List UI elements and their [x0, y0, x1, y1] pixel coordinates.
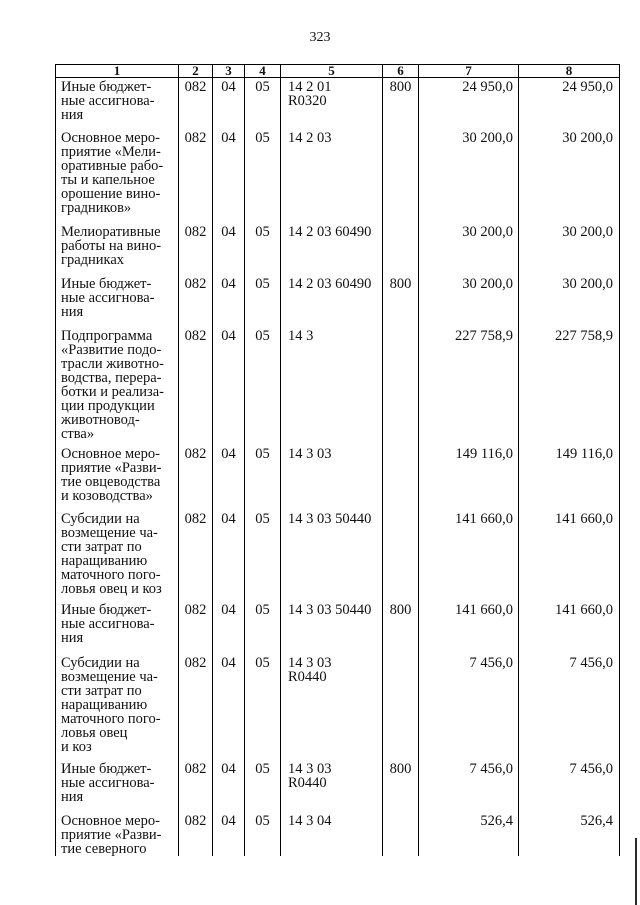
cell-col-7: 141 660,0 — [419, 510, 519, 601]
cell-col-2: 082 — [179, 760, 213, 812]
cell-col-2: 082 — [179, 601, 213, 654]
cell-col-6: 800 — [383, 275, 419, 327]
row-label: Субсидии на возмещение ча- сти затрат по наращиванию маточного пого- ловья овец и коз — [56, 654, 179, 760]
cell-col-4: 05 — [245, 129, 281, 223]
cell-col-7: 526,4 — [419, 812, 519, 856]
cell-col-7: 30 200,0 — [419, 129, 519, 223]
cell-col-3: 04 — [213, 445, 245, 510]
cell-col-4: 05 — [245, 654, 281, 760]
column-header-5: 5 — [281, 65, 383, 78]
table-body — [56, 78, 620, 856]
cell-col-4: 05 — [245, 601, 281, 654]
table-row — [56, 78, 620, 129]
cell-col-8: 141 660,0 — [519, 510, 620, 601]
column-header-4: 4 — [245, 65, 281, 78]
row-label: Основное меро- приятие «Мели- оративные рабо- ты и капельное орошение вино- градников» — [56, 129, 179, 223]
row-label: Субсидии на возмещение ча- сти затрат по наращиванию маточного пого- ловья овец и коз — [56, 510, 179, 601]
cell-col-2: 082 — [179, 78, 213, 129]
cell-col-4: 05 — [245, 275, 281, 327]
budget-table — [55, 64, 620, 856]
cell-col-5: 14 3 — [281, 327, 383, 445]
cell-col-4: 05 — [245, 510, 281, 601]
cell-col-3: 04 — [213, 601, 245, 654]
cell-col-3: 04 — [213, 812, 245, 856]
page-number: 323 — [309, 30, 331, 45]
cell-col-3: 04 — [213, 327, 245, 445]
cell-col-7: 7 456,0 — [419, 654, 519, 760]
cell-col-2: 082 — [179, 275, 213, 327]
cell-col-2: 082 — [179, 445, 213, 510]
row-label: Иные бюджет- ные ассигнова- ния — [56, 760, 179, 812]
cell-col-5: 14 3 04 — [281, 812, 383, 856]
cell-col-7: 227 758,9 — [419, 327, 519, 445]
cell-col-5: 14 2 03 60490 — [281, 223, 383, 275]
scan-edge-artifact — [635, 838, 637, 905]
row-label: Иные бюджет- ные ассигнова- ния — [56, 601, 179, 654]
table-row — [56, 510, 620, 601]
cell-col-7: 30 200,0 — [419, 223, 519, 275]
cell-col-8: 30 200,0 — [519, 129, 620, 223]
cell-col-2: 082 — [179, 654, 213, 760]
table-row — [56, 760, 620, 812]
row-label: Иные бюджет- ные ассигнова- ния — [56, 275, 179, 327]
table-row — [56, 654, 620, 760]
table-header — [56, 65, 620, 78]
cell-col-4: 05 — [245, 327, 281, 445]
cell-col-5: 14 3 03 R0440 — [281, 654, 383, 760]
cell-col-3: 04 — [213, 654, 245, 760]
table-row — [56, 129, 620, 223]
cell-col-5: 14 3 03 — [281, 445, 383, 510]
cell-col-7: 149 116,0 — [419, 445, 519, 510]
cell-col-4: 05 — [245, 760, 281, 812]
cell-col-2: 082 — [179, 223, 213, 275]
cell-col-2: 082 — [179, 812, 213, 856]
cell-col-8: 149 116,0 — [519, 445, 620, 510]
column-header-7: 7 — [419, 65, 519, 78]
cell-col-5: 14 2 01 R0320 — [281, 78, 383, 129]
column-header-3: 3 — [213, 65, 245, 78]
cell-col-5: 14 3 03 R0440 — [281, 760, 383, 812]
cell-col-3: 04 — [213, 275, 245, 327]
cell-col-8: 7 456,0 — [519, 654, 620, 760]
cell-col-8: 30 200,0 — [519, 275, 620, 327]
cell-col-6 — [383, 223, 419, 275]
table-row — [56, 275, 620, 327]
table-row — [56, 445, 620, 510]
row-label: Основное меро- приятие «Разви- тие овцеводства и козоводства» — [56, 445, 179, 510]
cell-col-8: 227 758,9 — [519, 327, 620, 445]
table-row — [56, 601, 620, 654]
row-label: Иные бюджет- ные ассигнова- ния — [56, 78, 179, 129]
cell-col-6 — [383, 129, 419, 223]
cell-col-5: 14 3 03 50440 — [281, 601, 383, 654]
cell-col-2: 082 — [179, 129, 213, 223]
cell-col-4: 05 — [245, 78, 281, 129]
cell-col-6 — [383, 445, 419, 510]
table-row — [56, 223, 620, 275]
cell-col-7: 30 200,0 — [419, 275, 519, 327]
column-header-6: 6 — [383, 65, 419, 78]
cell-col-8: 24 950,0 — [519, 78, 620, 129]
cell-col-4: 05 — [245, 445, 281, 510]
cell-col-7: 7 456,0 — [419, 760, 519, 812]
column-header-8: 8 — [519, 65, 620, 78]
row-label: Подпрограмма «Развитие подо- трасли животно- водства, перера- ботки и реализа- ции продукции животновод- ства» — [56, 327, 179, 445]
column-header-2: 2 — [179, 65, 213, 78]
cell-col-5: 14 2 03 60490 — [281, 275, 383, 327]
table-row — [56, 327, 620, 445]
cell-col-3: 04 — [213, 760, 245, 812]
cell-col-6 — [383, 510, 419, 601]
cell-col-4: 05 — [245, 812, 281, 856]
cell-col-2: 082 — [179, 327, 213, 445]
cell-col-6: 800 — [383, 78, 419, 129]
cell-col-2: 082 — [179, 510, 213, 601]
cell-col-6: 800 — [383, 760, 419, 812]
column-header-1: 1 — [56, 65, 179, 78]
table-row — [56, 812, 620, 856]
cell-col-5: 14 3 03 50440 — [281, 510, 383, 601]
cell-col-6 — [383, 812, 419, 856]
cell-col-6: 800 — [383, 601, 419, 654]
row-label: Мелиоративные работы на вино- градниках — [56, 223, 179, 275]
cell-col-3: 04 — [213, 78, 245, 129]
cell-col-8: 30 200,0 — [519, 223, 620, 275]
cell-col-5: 14 2 03 — [281, 129, 383, 223]
header-row — [56, 65, 620, 78]
cell-col-7: 24 950,0 — [419, 78, 519, 129]
cell-col-8: 7 456,0 — [519, 760, 620, 812]
cell-col-8: 526,4 — [519, 812, 620, 856]
cell-col-3: 04 — [213, 223, 245, 275]
cell-col-3: 04 — [213, 510, 245, 601]
cell-col-6 — [383, 327, 419, 445]
cell-col-8: 141 660,0 — [519, 601, 620, 654]
cell-col-4: 05 — [245, 223, 281, 275]
cell-col-7: 141 660,0 — [419, 601, 519, 654]
cell-col-6 — [383, 654, 419, 760]
cell-col-3: 04 — [213, 129, 245, 223]
row-label: Основное меро- приятие «Разви- тие северного — [56, 812, 179, 856]
